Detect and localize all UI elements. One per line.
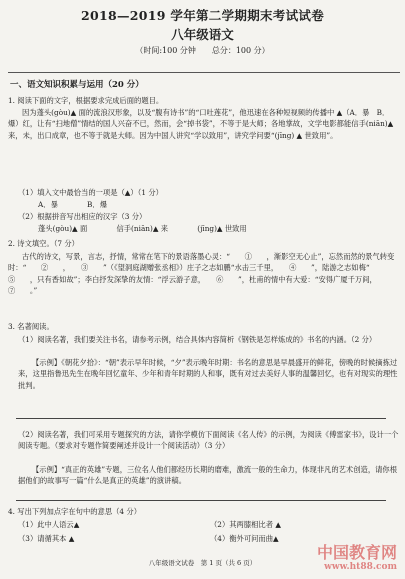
q1-sub2-items: 蓬头(gòu)▲ 面 信手(niān)▲ 来 (jīng)▲ 世致用	[38, 224, 247, 233]
q1-sub1-options: A．暴 B．爆	[38, 200, 108, 209]
exam-title: 2018—2019 学年第二学期期末考试试卷	[80, 8, 325, 23]
q4-prompt: 4. 写出下列加点字在句中的意思（4 分）	[8, 507, 141, 516]
q4-item-4: （4）衡外可问而曲▲	[210, 534, 279, 543]
q3-sub1: （1）阅读名著，我们要关注书名，请参考示例，结合具体内容简析《钢铁是怎样炼成的》书名的内涵。（2 分）	[18, 335, 377, 344]
exam-meta: （时间:100 分钟 总分：100 分）	[135, 46, 270, 55]
q1-sub2: （2）根据拼音写出相应的汉字（3 分）	[18, 212, 147, 221]
q4-item-1: （1）此中人语云▲	[18, 520, 80, 529]
watermark-logo: 中国教育网	[316, 543, 397, 562]
answer-line[interactable]	[16, 500, 386, 501]
q3-sub2: （2）阅读名著，我们可采用专题探究的方法，请你学模仿下面阅读《名人传》的示例，为阅读《傅雷家书》，设计一个阅读专题。（要求对专题作简要阐述并设计一个阅读活动）（3 分）	[18, 430, 399, 451]
watermark-url: www.ht88.com	[324, 562, 397, 572]
q2-passage: 古代的诗文，写景，言志，抒情，常常在笔下的景语落墨心灵：“ ① ，渐影空无心止”，忘然而然的景气转变时：“ ② ， ③ ”（《望洞庭湖赠张丞相》）庄子之志如鹏“水击三千里， ④ ”，陆游之志如梅“ ⑤ ，只有香如故”；李白抒发深挚的友情：“浮云游子意， ⑥ ”，杜甫的情中有大爱：“安得广厦千万间， ⑦ 。”	[8, 252, 395, 296]
q4-item-2: （2）其两膝相比者 ▲	[210, 520, 281, 529]
page-footer: 八年级语文试卷 第 1 页（共 6 页）	[148, 559, 257, 567]
q3-prompt: 3. 名著阅读。	[8, 322, 54, 331]
q1-passage: 因为蓬头(gòu)▲ 面的流浪汉形象，以及“腹有诗书”的“口吐莲花”，他迅速在各种短视频的传播中 ▲（A．暴 B．爆）红，让有“扫地僧”情结的国人兴奋不已，然而，会“掉书袋”，不等于是大师；各地掌故，文学电影都能信手(niān)▲ 来，未，出口成章，也不等于就是大师。因为中国人讲究“学以致用”，讲究学问要“(jīng) ▲ 世致用”。	[8, 108, 394, 140]
divider	[8, 72, 400, 73]
q3-example2: 【示例】“真正的英雄”专题，三位名人他们都经历长期的磨难，激流一般的生命力，体现非凡的艺术创造，请你根据他们的故事写一篇“什么是真正的英雄”的演讲稿。	[18, 465, 398, 486]
q1-sub1: （1）填入文中最恰当的一项是（▲）（1 分）	[18, 188, 163, 197]
exam-subtitle: 八年级语文	[171, 27, 234, 42]
q3-example1: 【示例】《朝花夕拾》：“朝”表示早年时候，“夕”表示晚年时期：书名的意思是早晨盛开的鲜花，傍晚的时候摘拣过来，这里指鲁迅先生在晚年回忆童年、少年和青年时期的人和事，既有对过去美好人事的温馨回忆，也有对现实的理性批判。	[18, 358, 398, 390]
q4-item-3: （3）请循其本 ▲	[18, 534, 75, 543]
q1-prompt: 1. 阅读下面的文字，根据要求完成后面的题目。	[8, 96, 164, 105]
section-heading: 一、语文知识积累与运用（20 分）	[10, 80, 144, 90]
answer-line[interactable]	[16, 418, 386, 419]
q2-prompt: 2. 诗文填空。（7 分）	[8, 239, 79, 248]
